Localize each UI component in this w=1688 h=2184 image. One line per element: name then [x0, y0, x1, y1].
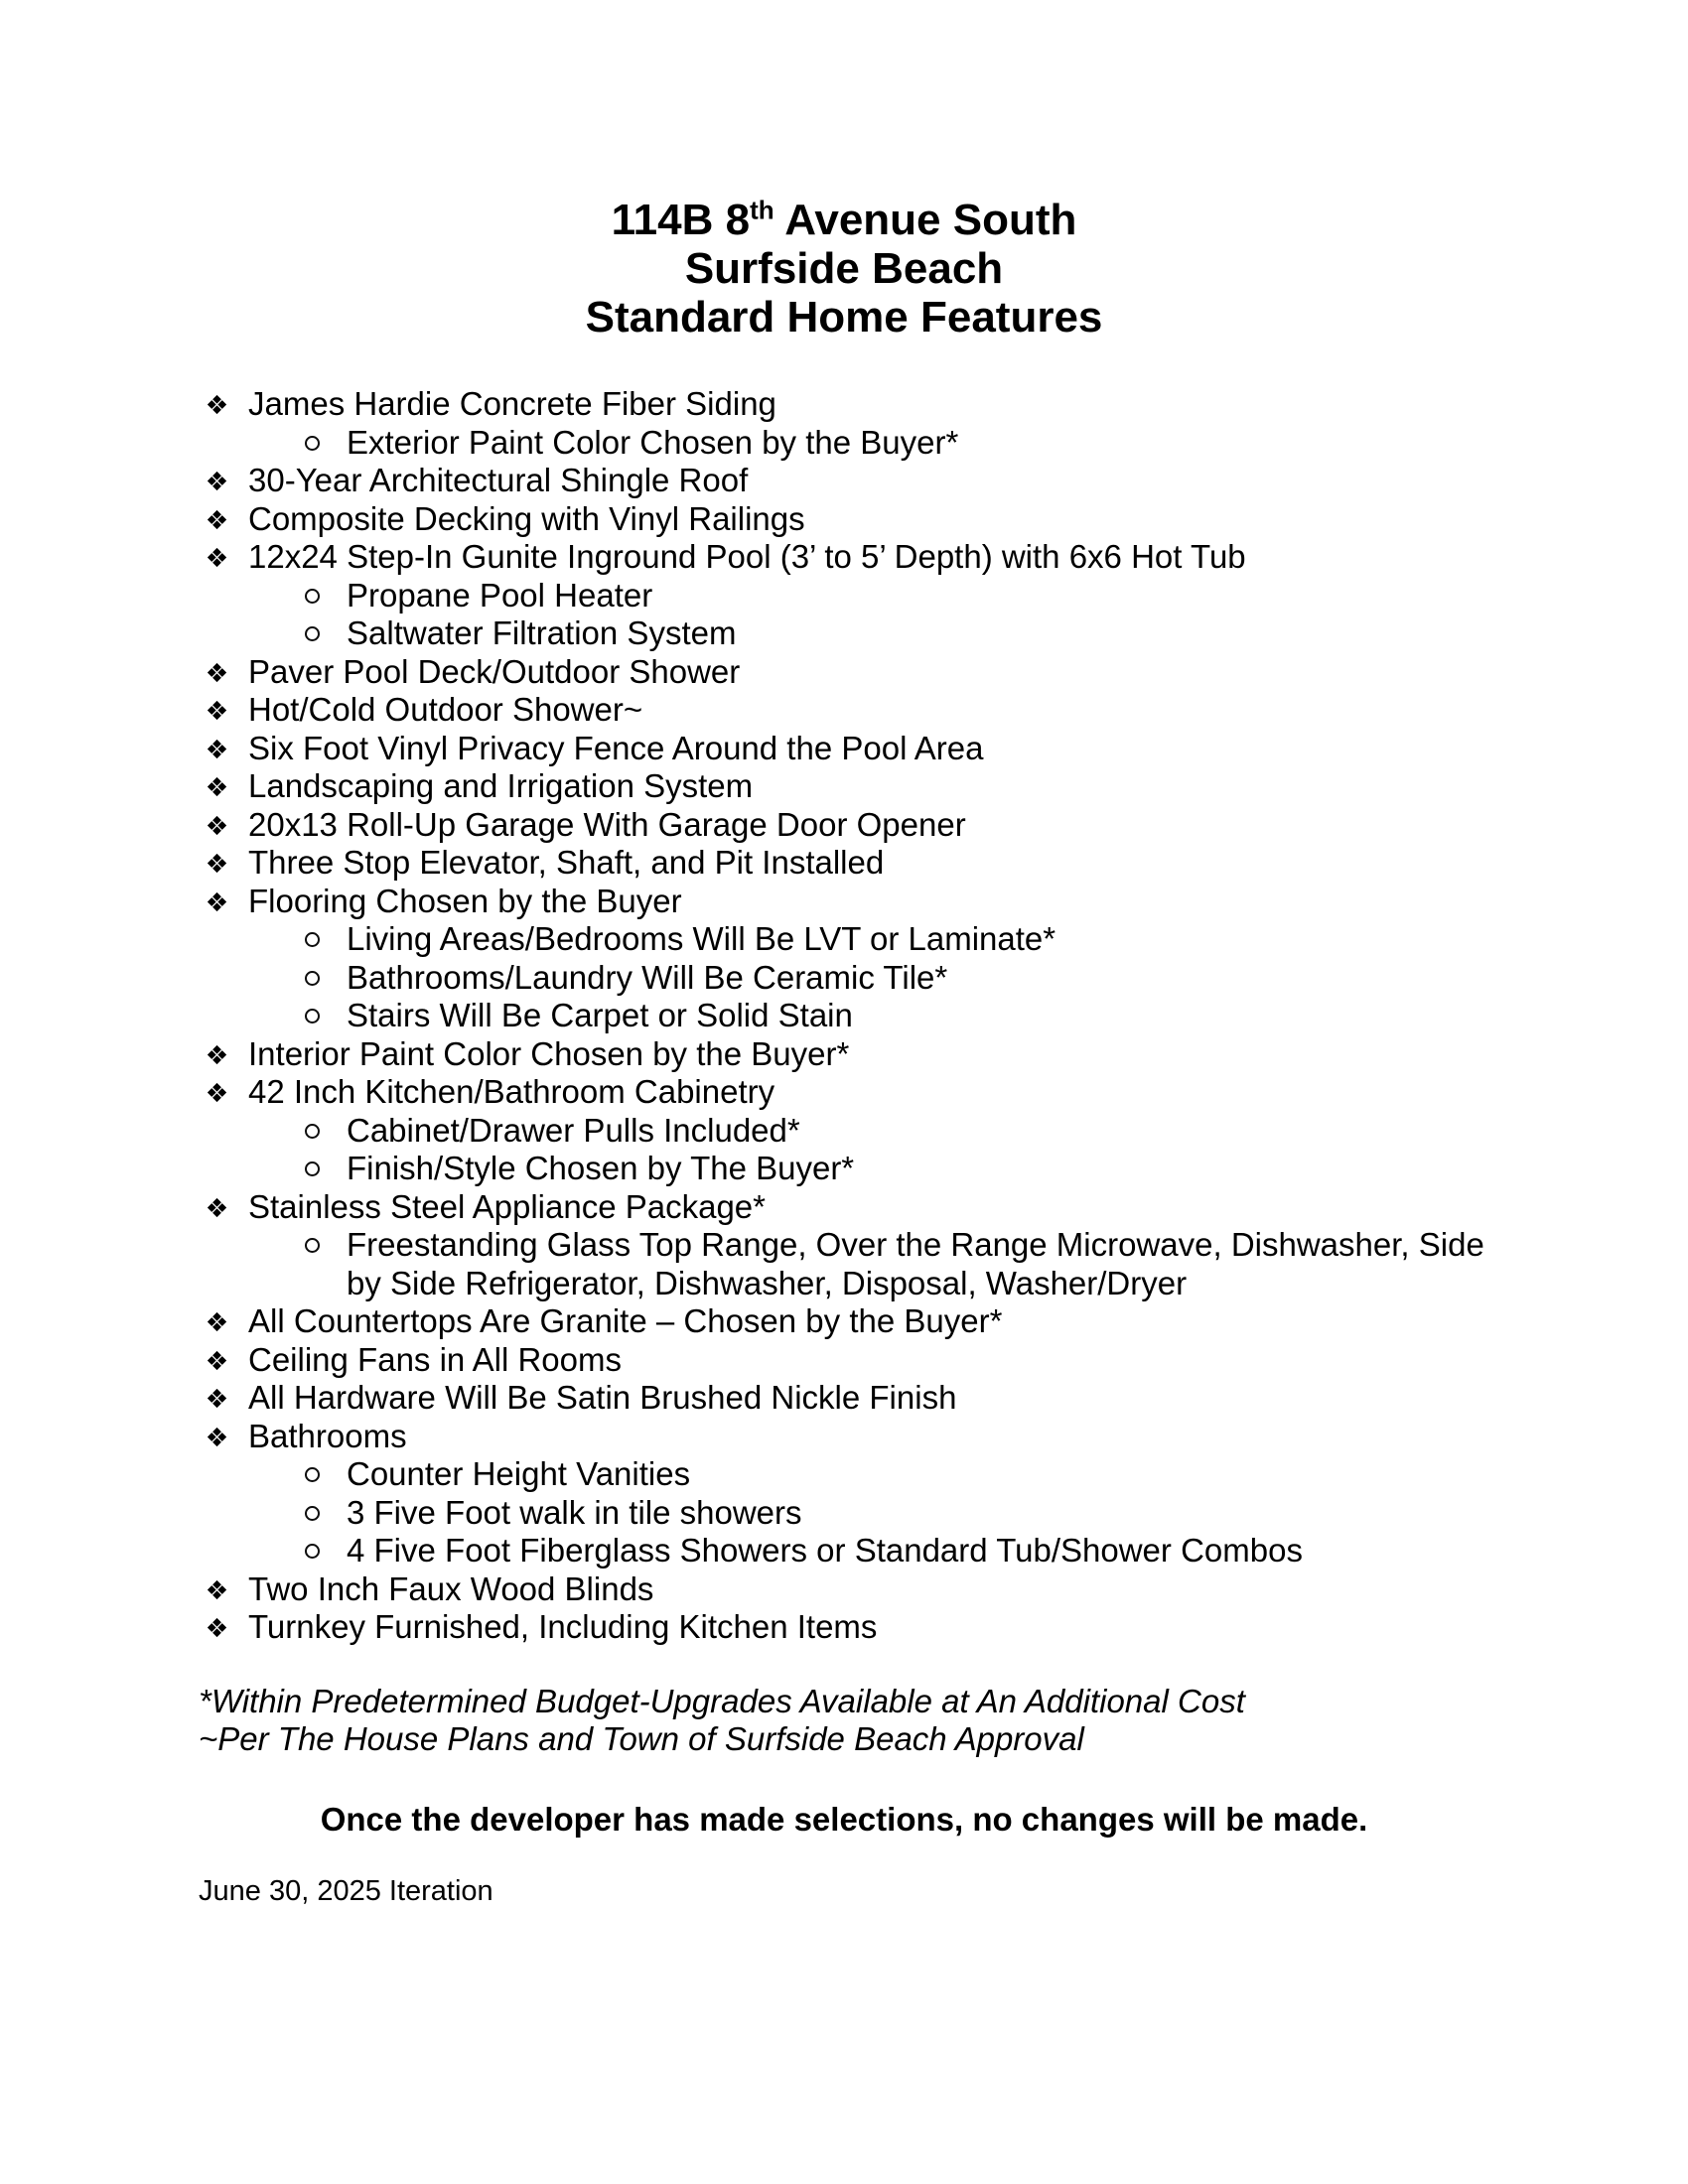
four-diamond-bullet-icon	[207, 385, 248, 415]
list-item-text: 20x13 Roll-Up Garage With Garage Door Opener	[248, 805, 966, 843]
circle-bullet-icon	[304, 1455, 347, 1482]
developer-notice: Once the developer has made selections, no changes will be made.	[320, 1800, 1368, 1838]
list-item	[199, 1188, 1489, 1227]
list-item-text: Counter Height Vanities	[347, 1455, 691, 1492]
list-item-text: Six Foot Vinyl Privacy Fence Around the Pool Area	[248, 729, 984, 766]
list-subitem	[199, 1112, 1489, 1151]
list-item	[199, 806, 1489, 845]
list-item-text: All Countertops Are Granite – Chosen by the Buyer*	[248, 1302, 1003, 1339]
list-item-text: Bathrooms	[248, 1417, 407, 1454]
four-diamond-bullet-icon	[207, 653, 248, 683]
list-item	[199, 730, 1489, 768]
list-item	[199, 385, 1489, 424]
four-diamond-bullet-icon	[207, 730, 248, 759]
list-subitem	[199, 997, 1489, 1035]
list-subitem	[199, 577, 1489, 615]
four-diamond-bullet-icon	[207, 1073, 248, 1103]
circle-bullet-icon	[304, 1494, 347, 1521]
list-item-text: Living Areas/Bedrooms Will Be LVT or Laminate*	[347, 920, 1056, 957]
footnote-budget: *Within Predetermined Budget-Upgrades Available at An Additional Cost	[199, 1682, 1245, 1719]
list-item-text: Saltwater Filtration System	[347, 614, 737, 651]
list-subitem	[199, 1532, 1489, 1570]
list-item-text: 3 Five Foot walk in tile showers	[347, 1493, 802, 1531]
circle-bullet-icon	[304, 997, 347, 1024]
circle-bullet-icon	[304, 1112, 347, 1139]
circle-bullet-icon	[304, 577, 347, 604]
list-item-text: Ceiling Fans in All Rooms	[248, 1340, 622, 1378]
four-diamond-bullet-icon	[207, 883, 248, 912]
list-item-text: Stainless Steel Appliance Package*	[248, 1187, 767, 1225]
list-item	[199, 1379, 1489, 1418]
four-diamond-bullet-icon	[207, 844, 248, 874]
list-item	[199, 1341, 1489, 1380]
list-item-text: 12x24 Step-In Gunite Inground Pool (3’ to 5’ Depth) with 6x6 Hot Tub	[248, 538, 1246, 575]
list-item-text: Interior Paint Color Chosen by the Buyer*	[248, 1034, 850, 1072]
list-item	[199, 500, 1489, 539]
list-item	[199, 1302, 1489, 1341]
list-item-text: Three Stop Elevator, Shaft, and Pit Installed	[248, 844, 885, 881]
four-diamond-bullet-icon	[207, 691, 248, 721]
list-item	[199, 1035, 1489, 1074]
list-item-text: Bathrooms/Laundry Will Be Ceramic Tile*	[347, 958, 948, 996]
list-item	[199, 653, 1489, 692]
list-item-text: Turnkey Furnished, Including Kitchen Items	[248, 1608, 878, 1645]
four-diamond-bullet-icon	[207, 1379, 248, 1409]
circle-bullet-icon	[304, 959, 347, 986]
list-item-text: Stairs Will Be Carpet or Solid Stain	[347, 997, 853, 1033]
circle-bullet-icon	[304, 920, 347, 947]
list-subitem	[199, 1150, 1489, 1188]
list-subitem	[199, 920, 1489, 959]
circle-bullet-icon	[304, 424, 347, 451]
footnote-approval: ~Per The House Plans and Town of Surfside Beach Approval	[199, 1720, 1084, 1757]
list-item	[199, 1073, 1489, 1112]
four-diamond-bullet-icon	[207, 767, 248, 797]
four-diamond-bullet-icon	[207, 1188, 248, 1218]
list-item	[199, 1608, 1489, 1647]
four-diamond-bullet-icon	[207, 1570, 248, 1600]
list-item-text: Paver Pool Deck/Outdoor Shower	[248, 652, 741, 690]
list-item	[199, 462, 1489, 500]
list-item-text: Hot/Cold Outdoor Shower~	[248, 691, 643, 728]
document-title	[199, 196, 1489, 341]
four-diamond-bullet-icon	[207, 462, 248, 491]
four-diamond-bullet-icon	[207, 538, 248, 568]
list-item-text: James Hardie Concrete Fiber Siding	[248, 385, 776, 422]
list-subitem	[199, 959, 1489, 998]
list-item-text: Propane Pool Heater	[347, 576, 653, 614]
list-item-text: 30-Year Architectural Shingle Roof	[248, 462, 749, 498]
iteration-date: June 30, 2025 Iteration	[199, 1875, 493, 1907]
circle-bullet-icon	[304, 1150, 347, 1176]
title-line-1	[199, 196, 1489, 244]
list-subitem	[199, 1455, 1489, 1494]
circle-bullet-icon	[304, 1532, 347, 1559]
list-item	[199, 1418, 1489, 1456]
list-item	[199, 691, 1489, 730]
circle-bullet-icon	[304, 1226, 347, 1253]
list-item-text: Composite Decking with Vinyl Railings	[248, 499, 805, 537]
list-item-text: Freestanding Glass Top Range, Over the Range Microwave, Dishwasher, Side by Side Refrigerator, Dishwasher, Disposal, Washer/Dryer	[347, 1226, 1484, 1301]
circle-bullet-icon	[304, 614, 347, 641]
list-item-text: Cabinet/Drawer Pulls Included*	[347, 1111, 800, 1149]
list-subitem	[199, 614, 1489, 653]
list-subitem	[199, 1494, 1489, 1533]
list-subitem	[199, 1226, 1489, 1302]
list-item	[199, 767, 1489, 806]
list-item	[199, 883, 1489, 921]
list-item-text: 4 Five Foot Fiberglass Showers or Standard Tub/Shower Combos	[347, 1532, 1303, 1569]
four-diamond-bullet-icon	[207, 500, 248, 530]
list-item	[199, 844, 1489, 883]
four-diamond-bullet-icon	[207, 1302, 248, 1332]
title-line-2: Surfside Beach	[684, 244, 1004, 293]
four-diamond-bullet-icon	[207, 806, 248, 836]
four-diamond-bullet-icon	[207, 1418, 248, 1447]
list-item-text: Landscaping and Irrigation System	[248, 767, 754, 804]
list-item-text: Two Inch Faux Wood Blinds	[248, 1570, 654, 1607]
title-ordinal-superscript: th	[750, 195, 774, 225]
list-item-text: Flooring Chosen by the Buyer	[248, 882, 682, 919]
features-list	[199, 385, 1489, 1647]
list-item-text: All Hardware Will Be Satin Brushed Nickle Finish	[248, 1379, 957, 1416]
list-item	[199, 1570, 1489, 1609]
title-line-3: Standard Home Features	[585, 293, 1103, 341]
list-item-text: 42 Inch Kitchen/Bathroom Cabinetry	[248, 1073, 775, 1110]
list-subitem	[199, 424, 1489, 463]
title-address-number: 114B 8	[611, 196, 751, 244]
four-diamond-bullet-icon	[207, 1608, 248, 1638]
list-item	[199, 538, 1489, 577]
title-address-street: Avenue South	[774, 196, 1077, 244]
four-diamond-bullet-icon	[207, 1035, 248, 1065]
list-item-text: Exterior Paint Color Chosen by the Buyer*	[347, 423, 959, 461]
four-diamond-bullet-icon	[207, 1341, 248, 1371]
list-item-text: Finish/Style Chosen by The Buyer*	[347, 1150, 855, 1186]
footnotes	[199, 1683, 1489, 1759]
